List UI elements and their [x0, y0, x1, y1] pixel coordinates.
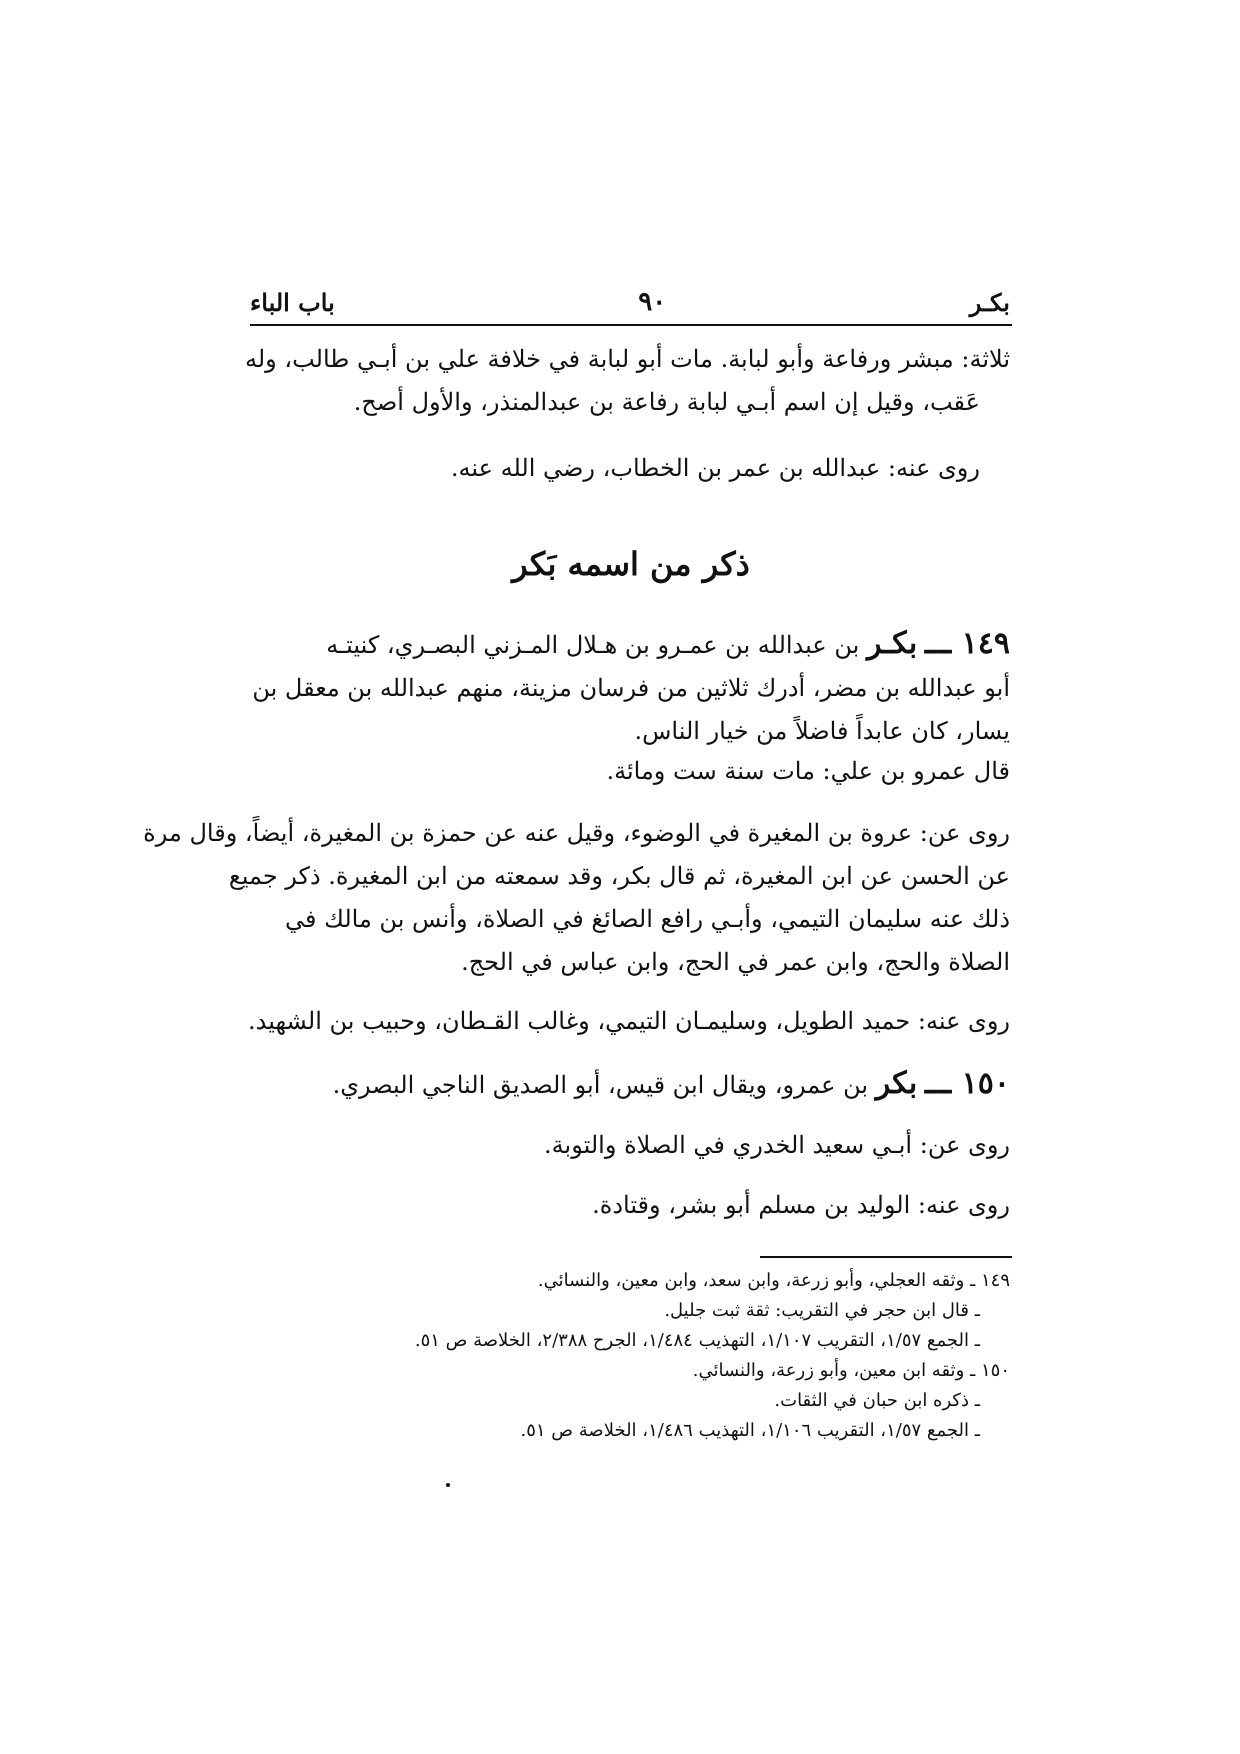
- header-entry-name: بكـر: [969, 287, 1010, 317]
- text-line: روى عن: أبـي سعيد الخدري في الصلاة والتوبة.: [544, 1131, 1010, 1159]
- entry-name: بكـر: [866, 626, 918, 661]
- entry-150-narrated-by: [248, 1184, 1010, 1227]
- stray-dot: [446, 1483, 450, 1487]
- entry-149-narrated-from: [143, 812, 1010, 984]
- text-line: روى عن: عروة بن المغيرة في الوضوء، وقيل عنه عن حمزة بن المغيرة، أيضاً، وقال مرة: [143, 819, 1010, 847]
- entry-149-death: [248, 750, 1010, 793]
- entry-150: [248, 1062, 1010, 1107]
- footnote-149-line: ١٤٩ ـ وثقه العجلي، وأبو زرعة، وابن سعد، وابن معين، والنسائي.: [537, 1270, 1010, 1291]
- entry-number: ١٤٩ ـــ: [924, 626, 1010, 661]
- text-line: أبو عبدالله بن مضر، أدرك ثلاثين من فرسان مزينة، منهم عبدالله بن معقل بن: [252, 674, 1010, 702]
- footnote-150-line: ـ ذكره ابن حبان في الثقات.: [774, 1390, 980, 1411]
- footnote-rule: [760, 1256, 1012, 1258]
- footnotes: [250, 1266, 1010, 1446]
- text-line: عَقب، وقيل إن اسم أبـي لبابة رفاعة بن عبدالمنذر، والأول أصح.: [353, 388, 980, 416]
- entry-name: بكر: [875, 1066, 918, 1101]
- text-line: ثلاثة: مبشر ورفاعة وأبو لبابة. مات أبو لبابة في خلافة علي بن أبـي طالب، وله: [244, 345, 1010, 373]
- entry-150-first-line: [248, 1062, 1010, 1107]
- text-line: روى عنه: حميد الطويل، وسليمـان التيمي، وغالب القـطان، وحبيب بن الشهيد.: [247, 1007, 1010, 1035]
- text-line: عن الحسن عن ابن المغيرة، ثم قال بكر، وقد سمعته من ابن المغيرة. ذكر جميع: [228, 862, 1010, 890]
- text-line: ذلك عنه سليمان التيمي، وأبـي رافع الصائغ في الصلاة، وأنس بن مالك في: [284, 905, 1010, 933]
- footnote-149-line: ـ الجمع ١/٥٧، التقريب ١/١٠٧، التهذيب ١/٤٨٤، الجرح ٢/٣٨٨، الخلاصة ص ٥١.: [414, 1330, 980, 1351]
- text-line: روى عنه: الوليد بن مسلم أبو بشر، وقتادة.: [592, 1191, 1010, 1219]
- entry-149-narrated-by: [248, 1000, 1010, 1043]
- text-line: يسار، كان عابداً فاضلاً من خيار الناس.: [634, 717, 1010, 745]
- entry-149: [248, 622, 1010, 753]
- header-chapter: باب الباء: [250, 287, 335, 317]
- header-rule: [250, 324, 1012, 326]
- entry-number: ١٥٠ ـــ: [924, 1066, 1010, 1101]
- footnote-150-line: ـ الجمع ١/٥٧، التقريب ١/١٠٦، التهذيب ١/٤٨٦، الخلاصة ص ٥١.: [520, 1420, 980, 1441]
- continuation-paragraph: [244, 338, 1010, 424]
- footnote-149-line: ـ قال ابن حجر في التقريب: ثقة ثبت جليل.: [664, 1300, 980, 1321]
- footnote-150-line: ١٥٠ ـ وثقه ابن معين، وأبو زرعة، والنسائي.: [692, 1360, 1010, 1381]
- text-line: بن عبدالله بن عمـرو بن هـلال المـزني البصـري، كنيتـه: [326, 631, 860, 659]
- entry-150-narrated-from: [248, 1124, 1010, 1167]
- page-number: ٩٠: [638, 287, 667, 317]
- entry-149-first-line: [248, 622, 1010, 667]
- text-line: روى عنه: عبدالله بن عمر بن الخطاب، رضي الله عنه.: [450, 454, 980, 482]
- text-line: قال عمرو بن علي: مات سنة ست ومائة.: [606, 757, 1010, 785]
- text-line: بن عمرو، ويقال ابن قيس، أبو الصديق الناجي البصري.: [332, 1071, 869, 1099]
- narrated-from-him: [248, 447, 1010, 490]
- page-header: [250, 282, 1010, 322]
- section-title: ذكر من اسمه بَكر: [512, 545, 750, 583]
- text-line: الصلاة والحج، وابن عمر في الحج، وابن عباس في الحج.: [461, 948, 1010, 976]
